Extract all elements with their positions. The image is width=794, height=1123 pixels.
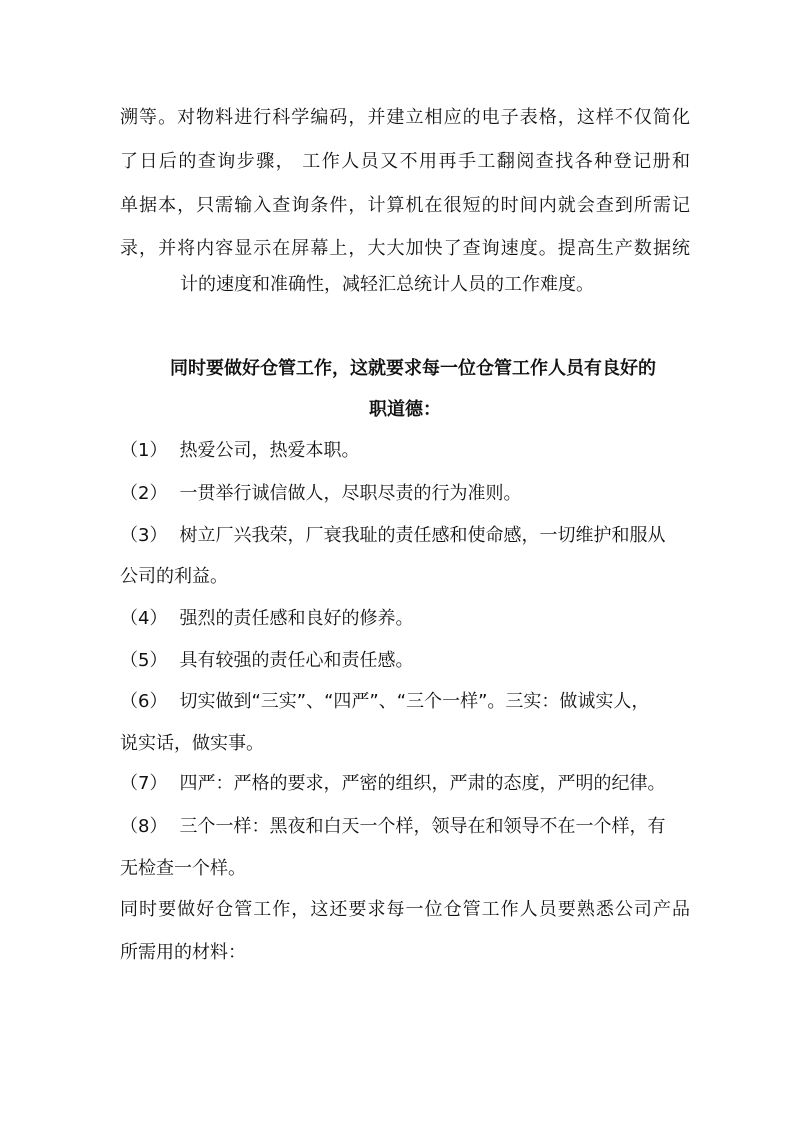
list-item-number: （5） bbox=[120, 650, 168, 671]
list-item-number: （8） bbox=[120, 816, 168, 837]
intro-line-2: 了日后的查询步骤， 工作人员又不用再手工翻阅查找各种登记册和 bbox=[120, 151, 690, 172]
list-item-text: 三个一样：黑夜和白天一个样，领导在和领导不在一个样，有 bbox=[179, 816, 666, 837]
list-item-number: （2） bbox=[120, 483, 168, 504]
list-item-7 bbox=[120, 772, 690, 796]
intro-line-1: 溯等。对物料进行科学编码，并建立相应的电子表格，这样不仅简化 bbox=[120, 107, 690, 128]
list-item-3 bbox=[120, 524, 690, 548]
list-item-2 bbox=[120, 482, 690, 506]
intro-line-3: 单据本，只需输入查询条件，计算机在很短的时间内就会查到所需记 bbox=[120, 195, 690, 216]
list-item-5 bbox=[120, 649, 690, 673]
closing-line-1: 同时要做好仓管工作，这还要求每一位仓管工作人员要熟悉公司产品 bbox=[120, 899, 690, 920]
list-item-3-continuation: 公司的利益。 bbox=[120, 566, 228, 587]
intro-line-5: 计的速度和准确性，减轻汇总统计人员的工作难度。 bbox=[180, 274, 594, 295]
list-item-4 bbox=[120, 607, 690, 631]
closing-line-2: 所需用的材料： bbox=[120, 942, 246, 963]
list-item-text: 一贯举行诚信做人，尽职尽责的行为准则。 bbox=[179, 483, 522, 504]
section-heading-line-2: 职道德： bbox=[369, 399, 441, 420]
section-heading-line-1: 同时要做好仓管工作，这就要求每一位仓管工作人员有良好的 bbox=[170, 358, 656, 379]
list-item-number: （6） bbox=[120, 691, 168, 712]
list-item-number: （1） bbox=[120, 440, 168, 461]
list-item-number: （4） bbox=[120, 608, 168, 629]
list-item-text: 热爱公司，热爱本职。 bbox=[179, 440, 360, 461]
list-item-number: （3） bbox=[120, 525, 168, 546]
list-item-number: （7） bbox=[120, 773, 168, 794]
list-item-6 bbox=[120, 690, 690, 714]
list-item-6-continuation: 说实话，做实事。 bbox=[120, 733, 264, 754]
list-item-text: 强烈的责任感和良好的修养。 bbox=[179, 608, 414, 629]
list-item-8-continuation: 无检查一个样。 bbox=[120, 858, 246, 879]
list-item-8 bbox=[120, 815, 690, 839]
intro-line-4: 录，并将内容显示在屏幕上，大大加快了查询速度。提高生产数据统 bbox=[120, 238, 690, 259]
list-item-text: 树立厂兴我荣，厂衰我耻的责任感和使命感，一切维护和服从 bbox=[179, 525, 666, 546]
list-item-1 bbox=[120, 439, 690, 463]
list-item-text: 具有较强的责任心和责任感。 bbox=[179, 650, 414, 671]
list-item-text: 四严：严格的要求，严密的组织，严肃的态度，严明的纪律。 bbox=[179, 773, 666, 794]
list-item-text: 切实做到“三实”、“四严”、“三个一样”。三实：做诚实人， bbox=[179, 691, 650, 712]
